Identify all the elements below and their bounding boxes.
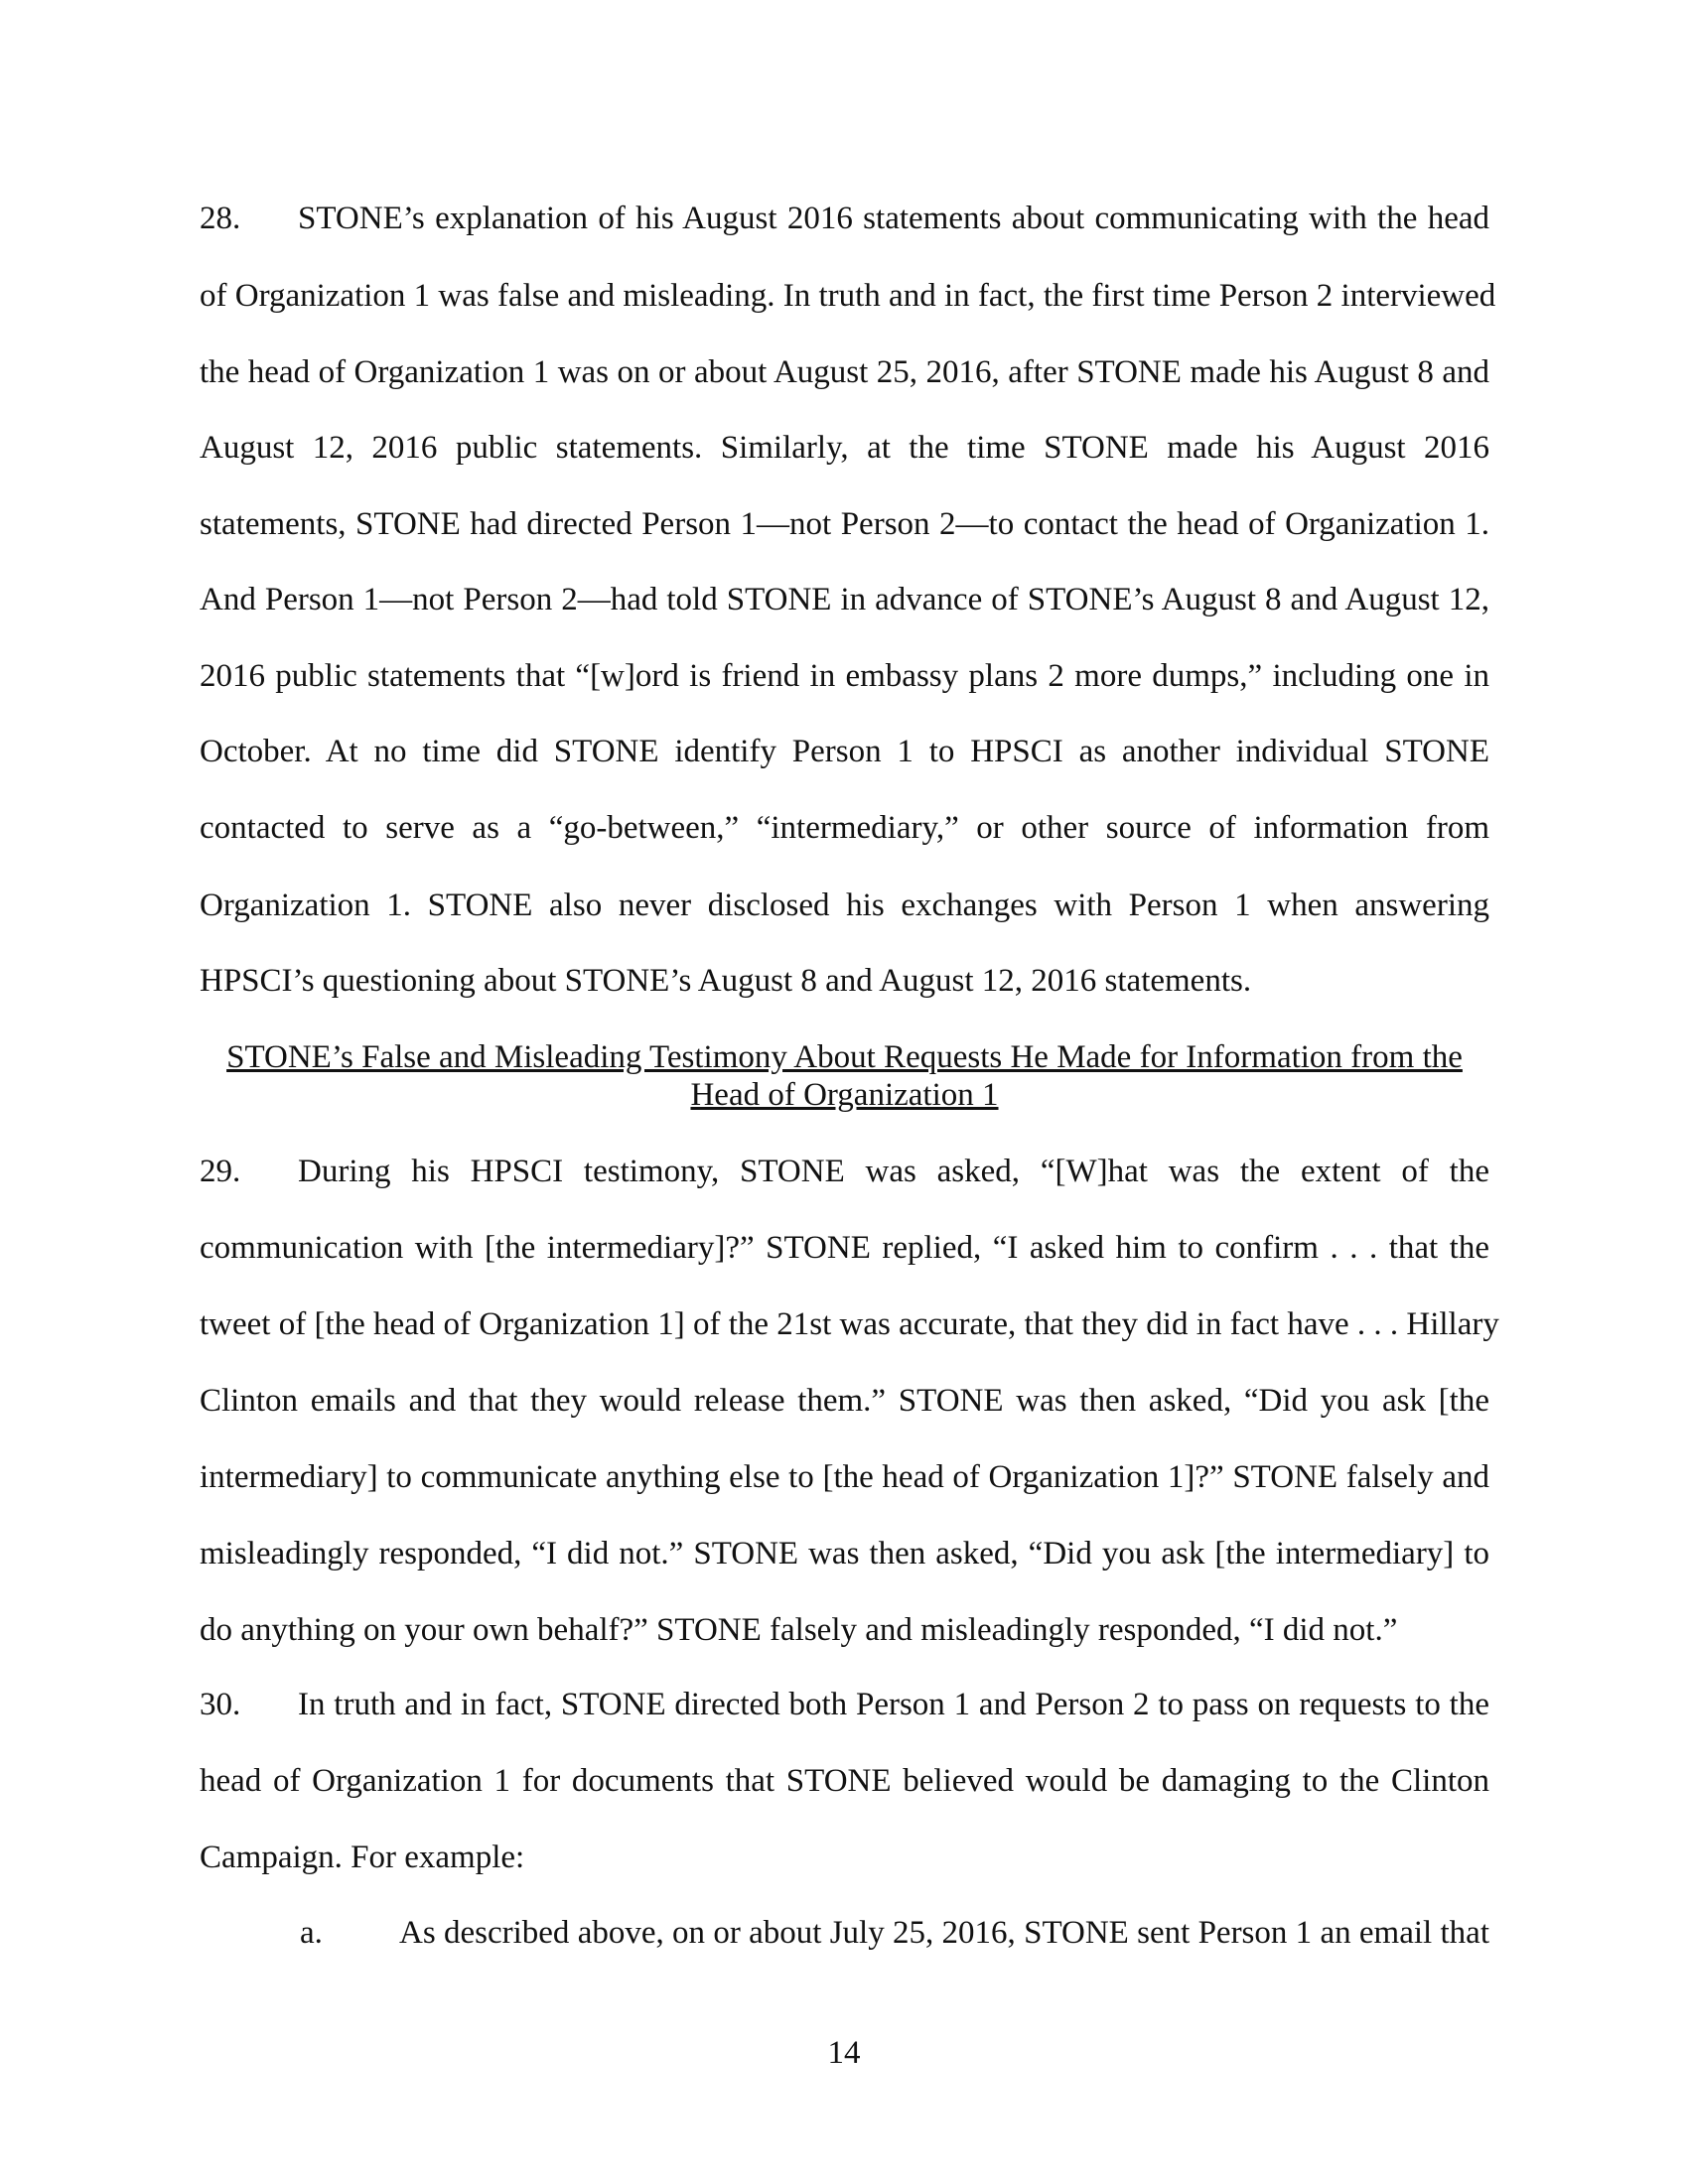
paragraph-29-line-1 <box>200 1152 1489 1191</box>
paragraph-28-line-5: statements, STONE had directed Person 1—not Person 2—to contact the head of Organization 1. <box>200 506 1489 542</box>
section-heading-line-1: STONE’s False and Misleading Testimony About Requests He Made for Information from the <box>226 1039 1463 1075</box>
paragraph-29-line-3: tweet of [the head of Organization 1] of the 21st was accurate, that they did in fact have . . . Hillary <box>200 1306 1499 1342</box>
paragraph-number: 29. <box>200 1154 241 1189</box>
paragraph-28-line-9: contacted to serve as a “go-between,” “intermediary,” or other source of information from <box>200 810 1489 846</box>
paragraph-29-line-4: Clinton emails and that they would release them.” STONE was then asked, “Did you ask [the <box>200 1383 1489 1419</box>
subparagraph-a-line-1 <box>300 1913 1489 1953</box>
paragraph-28-line-4: August 12, 2016 public statements. Similarly, at the time STONE made his August 2016 <box>200 430 1489 466</box>
paragraph-29-line-6: misleadingly responded, “I did not.” STONE was then asked, “Did you ask [the intermediary] to <box>200 1536 1489 1571</box>
paragraph-29-line-7: do anything on your own behalf?” STONE falsely and misleadingly responded, “I did not.” <box>200 1612 1398 1648</box>
page-number: 14 <box>827 2035 861 2071</box>
subparagraph-label: a. <box>300 1915 323 1951</box>
text-span: During his HPSCI testimony, STONE was asked, “[W]hat was the extent of the <box>298 1154 1489 1189</box>
paragraph-30-line-2: head of Organization 1 for documents that STONE believed would be damaging to the Clinton <box>200 1763 1489 1799</box>
paragraph-30-line-3: Campaign. For example: <box>200 1840 525 1875</box>
paragraph-28-line-7: 2016 public statements that “[w]ord is friend in embassy plans 2 more dumps,” including one in <box>200 658 1489 694</box>
paragraph-28-line-6: And Person 1—not Person 2—had told STONE in advance of STONE’s August 8 and August 12, <box>200 582 1489 617</box>
paragraph-29-line-2: communication with [the intermediary]?” STONE replied, “I asked him to confirm . . . that the <box>200 1230 1489 1266</box>
paragraph-number: 28. <box>200 201 241 236</box>
paragraph-28-line-8: October. At no time did STONE identify Person 1 to HPSCI as another individual STONE <box>200 734 1489 769</box>
paragraph-28-line-1 <box>200 199 1489 238</box>
paragraph-28-line-3: the head of Organization 1 was on or about August 25, 2016, after STONE made his August 8 and <box>200 354 1489 390</box>
text-span: STONE’s explanation of his August 2016 statements about communicating with the head <box>298 201 1489 236</box>
text-span: As described above, on or about July 25, 2016, STONE sent Person 1 an email that <box>399 1915 1489 1951</box>
paragraph-28-line-2: of Organization 1 was false and misleading. In truth and in fact, the first time Person 2 interviewed <box>200 278 1496 314</box>
paragraph-28-line-11: HPSCI’s questioning about STONE’s August 8 and August 12, 2016 statements. <box>200 963 1252 999</box>
text-span: In truth and in fact, STONE directed both Person 1 and Person 2 to pass on requests to the <box>298 1687 1489 1722</box>
paragraph-number: 30. <box>200 1687 241 1722</box>
paragraph-30-line-1 <box>200 1685 1489 1724</box>
paragraph-29-line-5: intermediary] to communicate anything else to [the head of Organization 1]?” STONE falsely and <box>200 1459 1489 1495</box>
section-heading-line-2: Head of Organization 1 <box>690 1077 999 1113</box>
paragraph-28-line-10: Organization 1. STONE also never disclosed his exchanges with Person 1 when answering <box>200 887 1489 923</box>
